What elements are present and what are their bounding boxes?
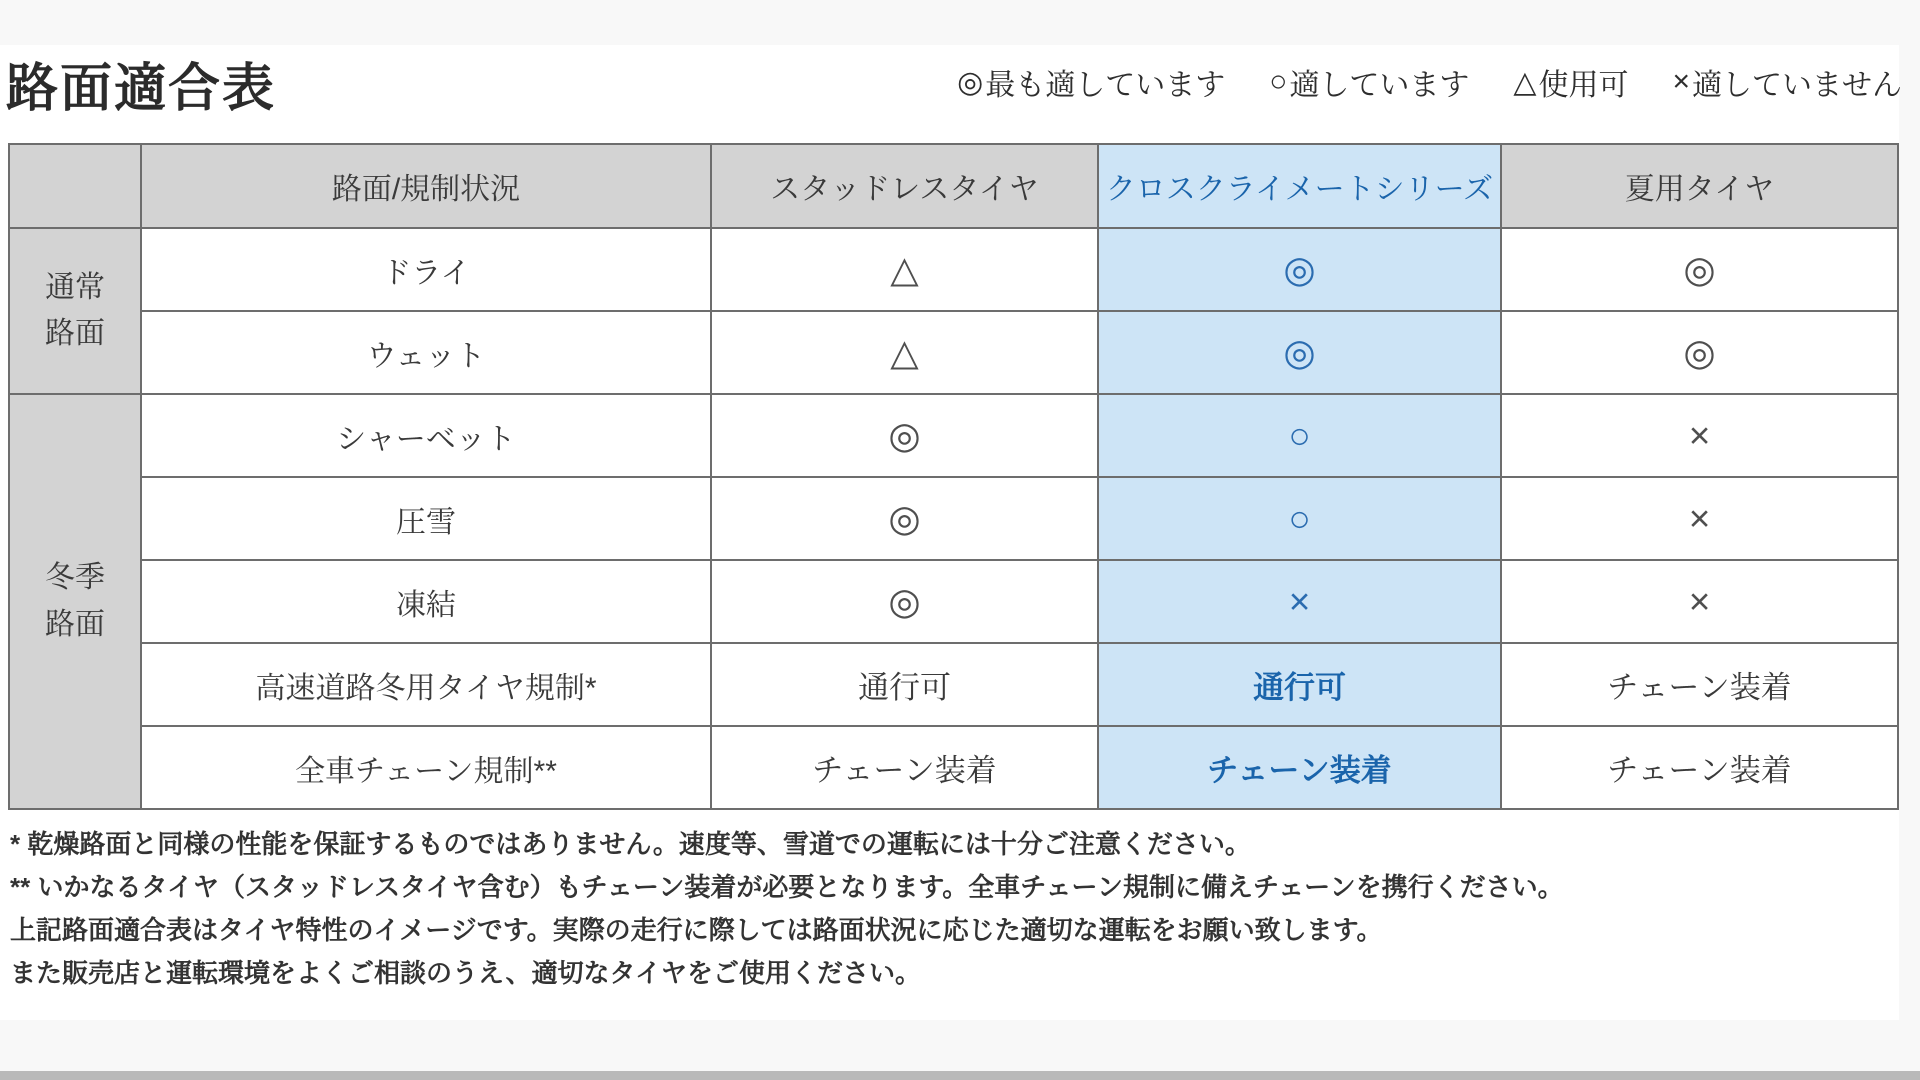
footnote-line: また販売店と運転環境をよくご相談のうえ、適切なタイヤをご使用ください。 xyxy=(10,958,922,988)
legend-item-best xyxy=(957,60,1225,104)
cell-summer: × xyxy=(1501,560,1898,643)
legend-label: 適していません xyxy=(1692,69,1902,102)
row-group-winter-surface: 冬季路面 xyxy=(9,394,141,809)
header-summer: 夏用タイヤ xyxy=(1501,144,1898,228)
cell-crossclimate: ○ xyxy=(1098,394,1501,477)
cell-summer: チェーン装着 xyxy=(1501,643,1898,726)
row-label-cell: シャーベット xyxy=(141,394,711,477)
header-road-condition: 路面/規制状況 xyxy=(141,144,711,228)
table-row xyxy=(9,228,1898,311)
row-label-cell: 圧雪 xyxy=(141,477,711,560)
table-row xyxy=(9,726,1898,809)
cell-studless: ◎ xyxy=(711,560,1098,643)
cell-crossclimate: ○ xyxy=(1098,477,1501,560)
triangle-icon: △ xyxy=(1513,65,1537,99)
cell-crossclimate: ◎ xyxy=(1098,228,1501,311)
footnote-line: * 乾燥路面と同様の性能を保証するものではありません。速度等、雪道での運転には十分ご注意ください。 xyxy=(10,829,1251,859)
legend-item-usable xyxy=(1513,60,1628,104)
row-label-cell: ウェット xyxy=(141,311,711,394)
legend-item-suitable xyxy=(1269,60,1469,104)
footnote-line: ** いかなるタイヤ（スタッドレスタイヤ含む）もチェーン装着が必要となります。全車チェーン規制に備えチェーンを携行ください。 xyxy=(10,872,1564,902)
table-row xyxy=(9,394,1898,477)
legend xyxy=(957,60,1902,104)
footnotes xyxy=(10,830,1564,1002)
cell-summer: × xyxy=(1501,477,1898,560)
row-label-cell: 高速道路冬用タイヤ規制* xyxy=(141,643,711,726)
cell-studless: △ xyxy=(711,311,1098,394)
cell-crossclimate: チェーン装着 xyxy=(1098,726,1501,809)
table-row xyxy=(9,311,1898,394)
cell-summer: チェーン装着 xyxy=(1501,726,1898,809)
legend-item-unsuitable xyxy=(1672,60,1902,104)
row-label-cell: ドライ xyxy=(141,228,711,311)
page-title: 路面適合表 xyxy=(6,60,277,118)
cell-studless: 通行可 xyxy=(711,643,1098,726)
cell-crossclimate: × xyxy=(1098,560,1501,643)
table-row xyxy=(9,477,1898,560)
table-header-row xyxy=(9,144,1898,228)
corner-cell xyxy=(9,144,141,228)
footnote-line: 上記路面適合表はタイヤ特性のイメージです。実際の走行に際しては路面状況に応じた適切な運転をお願い致します。 xyxy=(10,915,1383,945)
cell-studless: チェーン装着 xyxy=(711,726,1098,809)
cell-crossclimate: ◎ xyxy=(1098,311,1501,394)
circle-icon: ○ xyxy=(1269,65,1288,98)
cross-icon: × xyxy=(1672,65,1690,98)
cell-studless: ◎ xyxy=(711,394,1098,477)
row-label-cell: 凍結 xyxy=(141,560,711,643)
cell-summer: ◎ xyxy=(1501,228,1898,311)
legend-label: 適しています xyxy=(1289,69,1470,102)
row-label-cell: 全車チェーン規制** xyxy=(141,726,711,809)
road-compatibility-table xyxy=(8,143,1899,810)
header-studless: スタッドレスタイヤ xyxy=(711,144,1098,228)
cell-crossclimate: 通行可 xyxy=(1098,643,1501,726)
cell-summer: × xyxy=(1501,394,1898,477)
header-crossclimate: クロスクライメートシリーズ xyxy=(1098,144,1501,228)
table-row xyxy=(9,643,1898,726)
table-row xyxy=(9,560,1898,643)
cell-studless: ◎ xyxy=(711,477,1098,560)
row-group-normal-surface: 通常路面 xyxy=(9,228,141,394)
legend-label: 使用可 xyxy=(1538,69,1629,102)
cell-summer: ◎ xyxy=(1501,311,1898,394)
bottom-bar xyxy=(0,1071,1920,1080)
legend-label: 最も適しています xyxy=(985,69,1226,102)
cell-studless: △ xyxy=(711,228,1098,311)
double-circle-icon: ◎ xyxy=(957,65,984,99)
